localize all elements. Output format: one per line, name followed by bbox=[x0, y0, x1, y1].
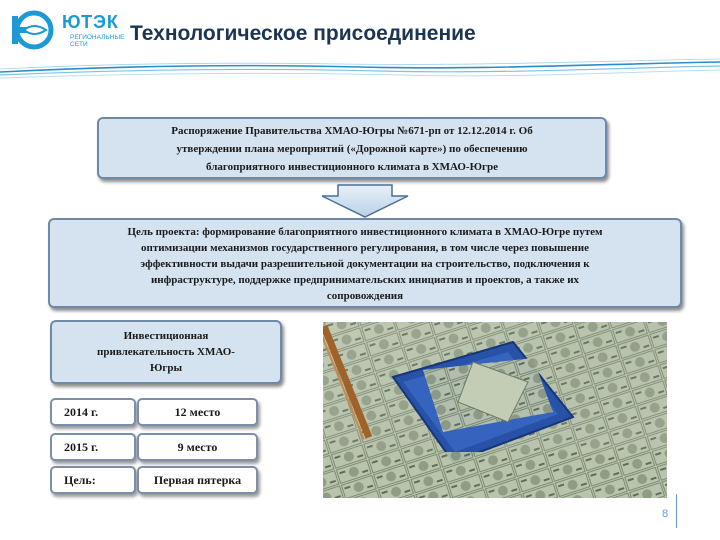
decree-line: благоприятного инвестиционного климата в ХМАО-Югре bbox=[206, 161, 498, 173]
page-divider bbox=[676, 494, 677, 528]
down-arrow-icon bbox=[318, 184, 412, 218]
slide-title: Технологическое присоединение bbox=[130, 22, 476, 45]
decree-line: утверждении плана мероприятий («Дорожной карте») по обеспечению bbox=[176, 143, 528, 155]
slide-header bbox=[0, 0, 720, 60]
goal-line: сопровождения bbox=[326, 290, 404, 302]
invest-line: Инвестиционная bbox=[123, 330, 209, 342]
page-number: 8 bbox=[662, 508, 669, 520]
goal-line: эффективности выдачи разрешительной документации на строительство, подключения к bbox=[140, 258, 590, 270]
logo-subtitle: РЕГИОНАЛЬНЫЕ СЕТИ bbox=[70, 34, 125, 48]
ranking-year-cell: 2015 г. bbox=[50, 433, 136, 461]
header-wave-decoration bbox=[0, 58, 720, 88]
money-shovel-image bbox=[323, 322, 667, 498]
ranking-year-cell: 2014 г. bbox=[50, 398, 136, 426]
goal-line: инфраструктуре, поддержке предпринимательских инициатив и проектов, а также их bbox=[150, 274, 580, 286]
logo-mark-icon bbox=[10, 10, 56, 50]
ranking-target-value-cell: Первая пятерка bbox=[137, 466, 258, 494]
invest-line: привлекательность ХМАО- bbox=[97, 346, 235, 358]
company-logo bbox=[10, 10, 125, 54]
invest-line: Югры bbox=[149, 362, 183, 374]
decree-line: Распоряжение Правительства ХМАО-Югры №671-рп от 12.12.2014 г. Об bbox=[171, 125, 533, 137]
decree-box bbox=[97, 117, 607, 179]
ranking-place-cell: 12 место bbox=[137, 398, 258, 426]
goal-line: оптимизации механизмов государственного регулирования, в том числе через повышение bbox=[141, 242, 589, 254]
ranking-place-cell: 9 место bbox=[137, 433, 258, 461]
project-goal-box bbox=[48, 218, 682, 308]
goal-line: Цель проекта: формирование благоприятного инвестиционного климата в ХМАО-Югре путем bbox=[127, 226, 603, 238]
ranking-target-label-cell: Цель: bbox=[50, 466, 136, 494]
investment-attractiveness-box bbox=[50, 320, 282, 384]
logo-name: ЮТЭК bbox=[62, 12, 119, 32]
